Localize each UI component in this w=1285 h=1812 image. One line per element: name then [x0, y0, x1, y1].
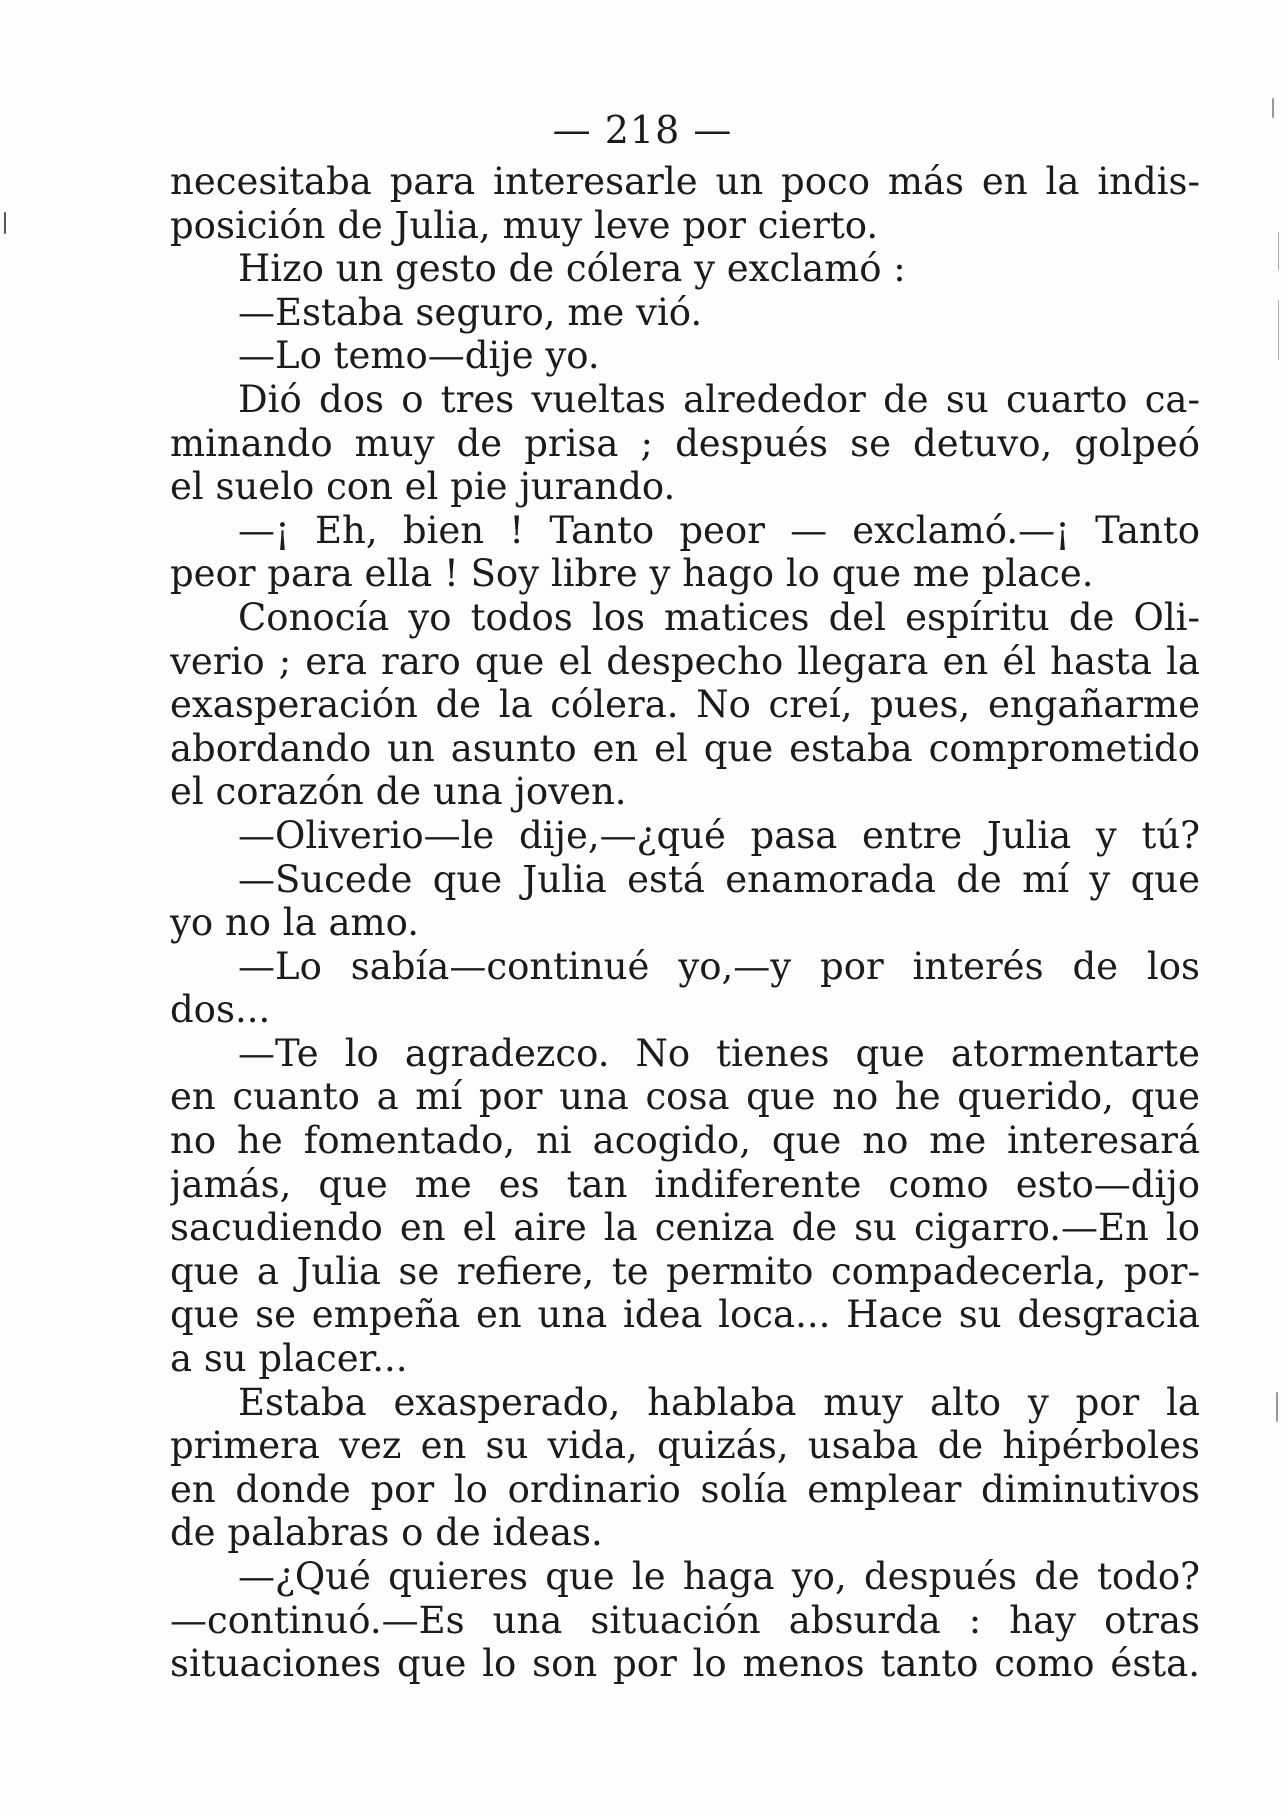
page-number: — 218 — [552, 108, 733, 152]
text-line: situaciones que lo son por lo menos tanto como ésta. [170, 1642, 1200, 1686]
scan-speck [1276, 1392, 1278, 1422]
text-line: el corazón de una joven. [170, 770, 627, 814]
text-line: Conocía yo todos los matices del espíritu de Oli- [238, 595, 1200, 639]
text-line: yo no la amo. [170, 901, 419, 945]
text-line: no he fomentado, ni acogido, que no me interesará [170, 1119, 1200, 1163]
text-line: —Estaba seguro, me vió. [238, 290, 703, 334]
text-line: minando muy de prisa ; después se detuvo, golpeó [170, 421, 1200, 465]
scan-speck [4, 212, 6, 234]
text-line: verio ; era raro que el despecho llegara en él hasta la [170, 639, 1200, 683]
text-line: jamás, que me es tan indiferente como esto—dijo [170, 1162, 1200, 1206]
body-text [170, 160, 1200, 1686]
text-line: Hizo un gesto de cólera y exclamó : [238, 247, 906, 291]
text-line: el suelo con el pie jurando. [170, 465, 676, 509]
text-line: en cuanto a mí por una cosa que no he querido, que [170, 1075, 1200, 1119]
text-line: necesitaba para interesarle un poco más en la indis- [170, 160, 1200, 203]
text-line: posición de Julia, muy leve por cierto. [170, 203, 879, 247]
text-line: —Lo sabía—continué yo,—y por interés de los [238, 944, 1200, 988]
text-line: en donde por lo ordinario solía emplear diminutivos [170, 1467, 1200, 1511]
text-line: a su placer... [170, 1337, 408, 1381]
text-line: —¿Qué quieres que le haga yo, después de todo? [238, 1555, 1200, 1598]
scan-speck [1278, 232, 1279, 270]
text-line: de palabras o de ideas. [170, 1511, 603, 1555]
text-line: —¡ Eh, bien ! Tanto peor — exclamó.—¡ Tanto [238, 508, 1200, 552]
text-line: —Lo temo—dije yo. [238, 334, 600, 378]
text-line: primera vez en su vida, quizás, usaba de hipérboles [170, 1424, 1200, 1468]
text-line: que se empeña en una idea loca... Hace su desgracia [170, 1293, 1200, 1337]
text-line: Dió dos o tres vueltas alrededor de su cuarto ca- [238, 377, 1200, 421]
scan-speck [1278, 300, 1279, 360]
text-line: dos... [170, 988, 271, 1032]
text-line: —Te lo agradezco. No tienes que atormentarte [238, 1031, 1200, 1075]
text-line: sacudiendo en el aire la ceniza de su cigarro.—En lo [170, 1206, 1200, 1250]
text-line: que a Julia se refiere, te permito compadecerla, por- [170, 1249, 1200, 1293]
text-line: abordando un asunto en el que estaba comprometido [170, 726, 1200, 770]
text-line: exasperación de la cólera. No creí, pues, engañarme [170, 683, 1200, 727]
scan-speck [1272, 98, 1274, 118]
text-line: —Oliverio—le dije,—¿qué pasa entre Julia y tú? [238, 813, 1200, 857]
text-line: —Sucede que Julia está enamorada de mí y que [238, 857, 1200, 901]
text-line: Estaba exasperado, hablaba muy alto y por la [238, 1380, 1200, 1424]
text-line: peor para ella ! Soy libre y hago lo que me place. [170, 552, 1094, 596]
text-line: —continuó.—Es una situación absurda : hay otras [170, 1598, 1200, 1642]
